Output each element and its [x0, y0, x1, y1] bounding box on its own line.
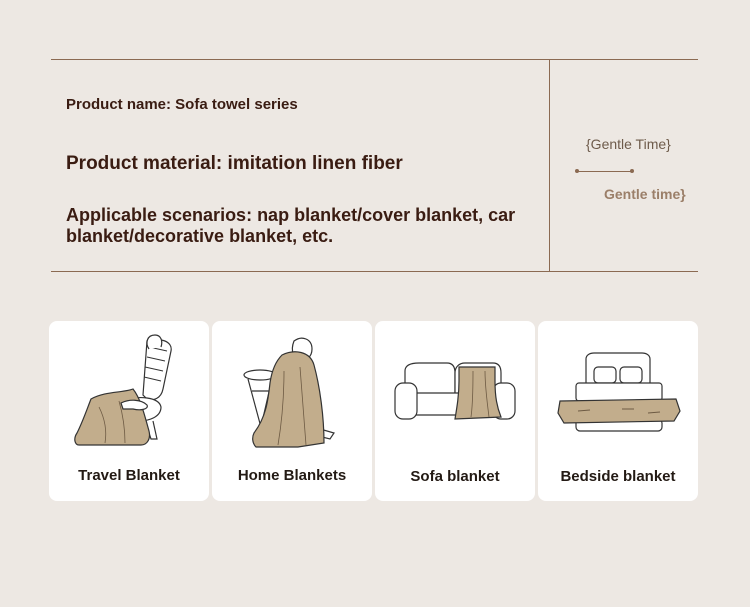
card-label: Travel Blanket: [78, 467, 180, 484]
bed-blanket-icon: [538, 321, 698, 461]
vertical-divider: [549, 60, 550, 271]
sofa-blanket-icon: [375, 321, 535, 461]
applicable-scenarios-text: Applicable scenarios: nap blanket/cover blanket, car blanket/decorative blanket, etc.: [66, 205, 516, 246]
card-bedside-blanket: [538, 321, 698, 501]
product-material-text: Product material: imitation linen fiber: [66, 153, 403, 174]
car-seat-blanket-icon: [49, 321, 209, 461]
card-label: Bedside blanket: [560, 468, 676, 485]
card-travel-blanket: [49, 321, 209, 501]
gentle-time-subcaption: Gentle time}: [604, 186, 686, 202]
decorative-dot-left: [575, 169, 579, 173]
product-info-panel: [51, 59, 698, 272]
product-name-text: Product name: Sofa towel series: [66, 96, 298, 113]
card-sofa-blanket: [375, 321, 535, 501]
person-wrapped-blanket-icon: [212, 321, 372, 461]
card-label: Sofa blanket: [410, 468, 500, 485]
usage-cards: [49, 321, 699, 501]
card-label: Home Blankets: [237, 467, 347, 484]
gentle-time-caption: {Gentle Time}: [586, 136, 671, 152]
decorative-line: [577, 171, 632, 172]
card-home-blankets: [212, 321, 372, 501]
decorative-dot-right: [630, 169, 634, 173]
